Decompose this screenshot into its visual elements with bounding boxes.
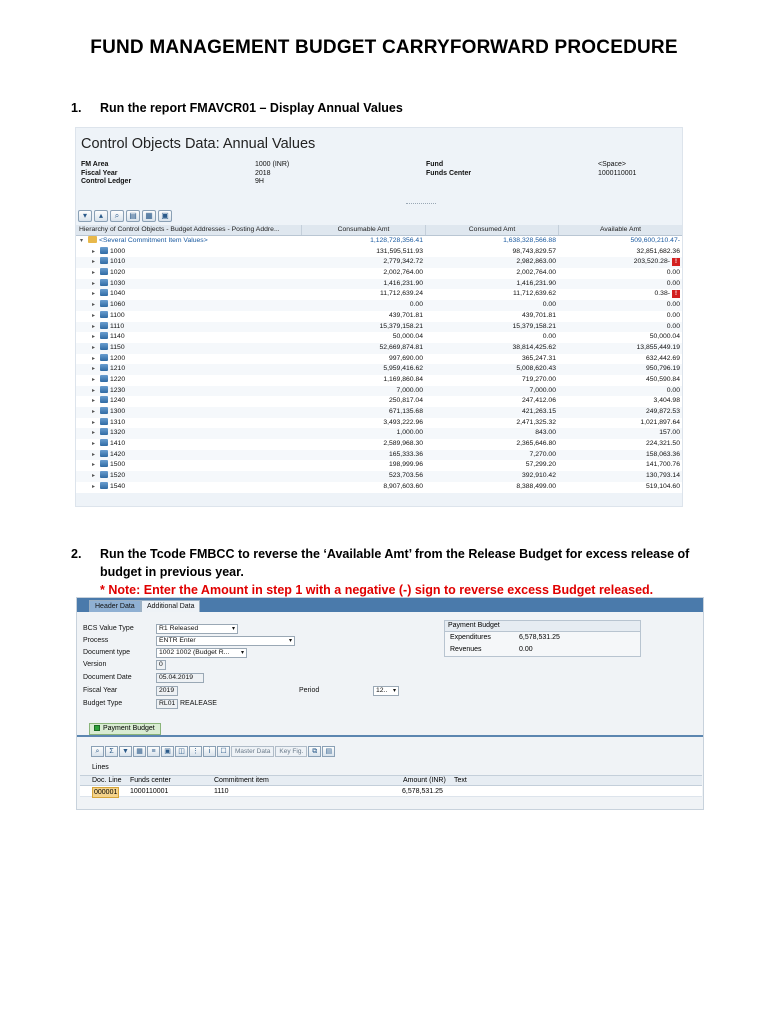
cell-consumable: 1,416,231.90: [383, 279, 423, 287]
funds-center-cell[interactable]: 1000110001: [130, 788, 169, 795]
layout-icon[interactable]: ▣: [158, 210, 172, 222]
cell-available: 224,321.50: [645, 440, 680, 448]
chevron-down-icon: ▾: [288, 638, 292, 644]
table-row[interactable]: [76, 247, 683, 258]
cell-consumable: 131,595,511.93: [376, 247, 423, 255]
key-figures-button[interactable]: Key Fig.: [275, 746, 307, 757]
table-row[interactable]: [76, 482, 683, 493]
commitment-item-icon: [100, 407, 108, 414]
expand-arrow-icon[interactable]: ▸: [92, 430, 96, 437]
lines-label: Lines: [92, 764, 109, 771]
table-row[interactable]: [76, 407, 683, 418]
green-square-icon: [94, 725, 100, 731]
annual-values-grid: [76, 225, 683, 493]
folder-icon: [88, 236, 97, 243]
expand-arrow-icon[interactable]: ▸: [92, 409, 96, 415]
find-icon[interactable]: ▦: [133, 746, 146, 757]
paste-icon[interactable]: ▤: [322, 746, 335, 757]
expand-arrow-icon[interactable]: ▸: [92, 302, 96, 309]
commitment-item-label: 1520: [110, 472, 126, 480]
meta-left-values: [255, 161, 289, 187]
meta-value: 9H: [255, 178, 264, 185]
commitment-item-label: 1010: [110, 258, 126, 266]
version-field[interactable]: 0: [156, 660, 166, 670]
annual-values-screenshot: [75, 127, 683, 507]
commitment-item-label: 1320: [110, 429, 126, 437]
cell-consumed: 2,365,646.80: [516, 440, 556, 448]
screen-title: Control Objects Data: Annual Values: [81, 136, 316, 152]
cell-consumable: 2,589,968.30: [383, 440, 423, 448]
table-row[interactable]: [76, 460, 683, 471]
expand-arrow-icon[interactable]: ▸: [92, 334, 96, 341]
meta-label: FM Area: [81, 161, 109, 168]
table-row[interactable]: [76, 354, 683, 365]
commitment-item-label: 1000: [110, 247, 126, 255]
cell-consumed: 0.00: [542, 333, 556, 341]
cell-consumed: 719,270.00: [521, 375, 556, 383]
commitment-item-label: 1310: [110, 418, 126, 426]
cell-available: 0.00: [666, 301, 680, 309]
expand-arrow-icon[interactable]: ▸: [92, 462, 96, 469]
document-type-select[interactable]: 1002 1002 (Budget R... ▾: [156, 648, 247, 658]
column-header[interactable]: Hierarchy of Control Objects - Budget Addresses - Posting Addre...: [76, 225, 302, 235]
expand-arrow-icon[interactable]: ▸: [92, 270, 96, 277]
warning-icon: !: [672, 258, 680, 266]
expand-arrow-icon[interactable]: ▸: [92, 312, 96, 319]
commitment-item-label: 1150: [110, 343, 125, 351]
cell-consumable: 5,959,416.62: [383, 365, 423, 373]
cell-consumable: 15,379,158.21: [379, 322, 423, 330]
cell-consumed: 421,263.15: [521, 408, 556, 415]
commitment-item-label: 1300: [110, 408, 126, 415]
commitment-item-label: 1060: [110, 301, 126, 309]
step-text: Run the Tcode FMBCC to reverse the ‘Available Amt’ from the Release Budget for excess release of: [100, 547, 690, 561]
commitment-item-label: 1420: [110, 450, 126, 458]
cell-available: 203,520.28- !: [559, 257, 683, 268]
meta-value: 1000 (INR): [255, 161, 290, 168]
cell-consumable: 1,000.00: [396, 429, 423, 437]
cell-consumed: 365,247.31: [521, 354, 556, 362]
details-icon[interactable]: ⌕: [91, 746, 104, 757]
cell-available: 0.00: [666, 322, 680, 330]
cell-consumed: 7,000.00: [529, 386, 556, 394]
expand-arrow-icon[interactable]: ▸: [92, 291, 96, 298]
cell-consumed: 8,388,499.00: [516, 482, 556, 490]
commitment-item-icon: [100, 322, 108, 329]
commitment-item-icon: [100, 471, 108, 478]
commitment-item-icon: [100, 311, 108, 318]
cell-available: 450,590.84: [645, 375, 680, 383]
document-title: FUND MANAGEMENT BUDGET CARRYFORWARD PROCEDURE: [90, 37, 678, 58]
meta-label: Fund: [426, 161, 444, 168]
commitment-item-icon: [100, 428, 108, 435]
cell-available: 157.00: [659, 429, 680, 437]
commitment-item-label: 1220: [110, 375, 126, 383]
budget-type-field[interactable]: RL01: [156, 699, 178, 709]
step-text: Run the report FMAVCR01 – Display Annual Values: [100, 101, 403, 115]
cell-available: 519,104.60: [645, 482, 680, 490]
cell-available: 158,063.36: [645, 450, 680, 458]
cell-consumable: 3,493,222.96: [383, 418, 423, 426]
table-row[interactable]: [76, 418, 683, 429]
cell-consumable: 671,135.68: [388, 408, 423, 415]
commitment-item-icon: [100, 300, 108, 307]
commitment-item-label: 1210: [110, 365, 126, 373]
column-header[interactable]: Commitment item: [214, 777, 269, 784]
commitment-item-label: 1020: [110, 269, 126, 277]
commitment-item-icon: [100, 289, 108, 296]
table-row[interactable]: [76, 439, 683, 450]
info-icon[interactable]: i: [203, 746, 216, 757]
expand-arrow-icon[interactable]: ▸: [92, 483, 96, 490]
bcs-value-type-select[interactable]: R1 Released ▾: [156, 624, 238, 634]
table-row[interactable]: [76, 375, 683, 386]
tab-payment-budget[interactable]: Payment Budget: [89, 723, 161, 735]
commitment-item-label: 1200: [110, 354, 126, 362]
panel-value: 0.00: [519, 646, 533, 653]
cell-consumable: 997,690.00: [388, 354, 423, 362]
commitment-item-icon: [100, 482, 108, 489]
row-label: <Several Commitment Item Values>: [99, 237, 208, 244]
cell-available: 0.00: [666, 311, 680, 319]
commitment-item-cell[interactable]: 1110: [214, 788, 229, 795]
cell-consumed: 15,379,158.21: [512, 322, 556, 330]
table-row[interactable]: [76, 322, 683, 333]
column-header[interactable]: Doc. Line: [92, 777, 122, 784]
step-2: [71, 545, 711, 599]
lines-header: [80, 775, 702, 786]
export-icon[interactable]: ▦: [142, 210, 156, 222]
expand-arrow-icon[interactable]: ▸: [92, 419, 96, 426]
cell-consumed: 2,982,863.00: [516, 258, 556, 266]
expand-arrow-icon[interactable]: ▸: [92, 451, 96, 458]
column-header[interactable]: Funds center: [130, 777, 171, 784]
cell-consumable: 11,712,639.24: [380, 290, 423, 298]
field-label: Document Date: [83, 674, 132, 681]
excel-icon[interactable]: ▣: [161, 746, 174, 757]
master-data-button[interactable]: Master Data: [231, 746, 274, 757]
column-header[interactable]: Available Amt: [559, 225, 683, 235]
cell-available: 130,793.14: [645, 472, 680, 480]
field-label: Fiscal Year: [83, 687, 118, 694]
step-text-continued: budget in previous year.: [100, 565, 244, 579]
fmbcc-screenshot: [76, 597, 704, 810]
lines-toolbar: [91, 746, 335, 757]
commitment-item-icon: [100, 364, 108, 371]
collapse-icon[interactable]: ▴: [94, 210, 108, 222]
table-row[interactable]: [76, 268, 683, 279]
meta-value: 2018: [255, 169, 271, 177]
expand-arrow-icon[interactable]: ▸: [92, 344, 96, 351]
cell-available: 0.00: [666, 386, 680, 394]
cell-available: 1,021,897.64: [640, 418, 680, 426]
grid-rows: [76, 247, 683, 493]
column-header[interactable]: Amount (INR): [403, 777, 446, 784]
amount-cell[interactable]: 6,578,531.25: [402, 788, 443, 795]
chevron-down-icon: ▾: [392, 688, 396, 694]
table-row[interactable]: [76, 311, 683, 322]
commitment-item-icon: [100, 354, 108, 361]
commitment-item-icon: [100, 375, 108, 382]
meta-value: <Space>: [598, 161, 627, 168]
commitment-item-icon: [100, 247, 108, 254]
tab-additional-data[interactable]: Additional Data: [141, 600, 200, 612]
divider: [77, 735, 704, 737]
step-number: 2.: [71, 547, 82, 561]
alv-toolbar: [78, 210, 172, 223]
commitment-item-icon: [100, 257, 108, 264]
table-row[interactable]: [76, 364, 683, 375]
cell-available: 0.00: [666, 269, 680, 277]
table-row[interactable]: [76, 343, 683, 354]
cell-consumed: 247,412.06: [521, 397, 556, 405]
cell-available: 32,851,682.36: [636, 247, 680, 255]
expand-arrow-icon[interactable]: ▸: [92, 323, 96, 330]
commitment-item-icon: [100, 439, 108, 446]
tab-header-data[interactable]: Header Data: [89, 600, 141, 612]
cell-consumed: 2,471,325.32: [516, 418, 556, 426]
table-row[interactable]: [76, 386, 683, 397]
cell-consumed: 2,002,764.00: [516, 269, 556, 277]
cell-consumable: 52,669,874.81: [379, 343, 423, 351]
column-header[interactable]: Text: [454, 777, 467, 784]
tab-strip: [77, 598, 704, 612]
table-row[interactable]: [76, 300, 683, 311]
cell-consumable: 1,128,728,356.41: [370, 237, 423, 244]
cell-consumable: 0.00: [409, 301, 423, 309]
fiscal-year-field[interactable]: 2019: [156, 686, 178, 696]
table-row[interactable]: [76, 279, 683, 290]
cell-consumable: 7,000.00: [396, 386, 423, 394]
payment-budget-panel: [444, 620, 641, 657]
cell-available: 950,796.19: [645, 365, 680, 373]
commitment-item-label: 1230: [110, 386, 126, 394]
cell-available: 632,442.69: [645, 354, 680, 362]
field-label: Budget Type: [83, 700, 123, 707]
meta-right-labels: [426, 161, 471, 178]
meta-label: Control Ledger: [81, 178, 132, 185]
meta-left-labels: [81, 161, 131, 187]
warning-icon: !: [672, 290, 680, 298]
commitment-item-icon: [100, 268, 108, 275]
collapse-arrow-icon[interactable]: ▾: [80, 238, 84, 244]
cell-available: 249,872.53: [645, 408, 680, 415]
table-row[interactable]: [76, 332, 683, 343]
column-header[interactable]: Consumable Amt: [302, 225, 426, 235]
chevron-down-icon: ▾: [240, 650, 244, 656]
expand-arrow-icon[interactable]: ▸: [92, 473, 96, 480]
grid-header: [76, 225, 683, 236]
cell-available: 0.38- !: [559, 289, 683, 300]
cell-consumed: 11,712,639.62: [513, 290, 556, 298]
cell-consumed: 843.00: [535, 429, 556, 437]
select-all-icon[interactable]: ☐: [217, 746, 230, 757]
commitment-item-label: 1500: [110, 461, 126, 469]
cell-consumed: 0.00: [542, 301, 556, 309]
commitment-item-label: 1540: [110, 482, 126, 490]
commitment-item-icon: [100, 343, 108, 350]
expand-arrow-icon[interactable]: ▸: [92, 355, 96, 362]
table-row[interactable]: [80, 786, 702, 797]
cell-consumed: 38,814,425.62: [512, 343, 556, 351]
expand-icon[interactable]: ▾: [78, 210, 92, 222]
expand-arrow-icon[interactable]: ▸: [92, 259, 96, 266]
doc-line-cell[interactable]: 000001: [94, 789, 118, 796]
cell-consumed: 1,638,328,566.88: [503, 237, 556, 244]
cell-consumed: 7,270.00: [529, 450, 556, 458]
cell-available: 141,700.76: [645, 461, 680, 469]
expand-arrow-icon[interactable]: ▸: [92, 387, 96, 394]
commitment-item-icon: [100, 332, 108, 339]
period-select[interactable]: 12.. ▾: [373, 686, 399, 696]
commitment-item-icon: [100, 279, 108, 286]
column-header[interactable]: Consumed Amt: [426, 225, 559, 235]
panel-label: Expenditures: [450, 634, 491, 641]
commitment-item-icon: [100, 386, 108, 393]
cell-consumable: 1,169,860.84: [383, 375, 423, 383]
expand-arrow-icon[interactable]: ▸: [92, 398, 96, 405]
commitment-item-label: 1240: [110, 397, 126, 405]
cell-consumable: 523,703.56: [388, 472, 423, 480]
cell-consumable: 50,000.04: [392, 333, 423, 341]
cell-consumed: 5,008,620.43: [516, 365, 556, 373]
expand-arrow-icon[interactable]: ▸: [92, 366, 96, 373]
cell-consumable: 439,701.81: [388, 311, 423, 319]
commitment-item-label: 1040: [110, 290, 126, 298]
commitment-item-label: 1410: [110, 440, 126, 448]
cell-consumed: 439,701.81: [521, 311, 556, 319]
expand-arrow-icon[interactable]: ▸: [92, 441, 96, 448]
cell-consumable: 2,002,764.00: [383, 269, 423, 277]
cell-available: 0.00: [666, 279, 680, 287]
field-label: Process: [83, 637, 109, 644]
panel-value: 6,578,531.25: [519, 634, 560, 641]
sort-icon[interactable]: ≡: [147, 746, 160, 757]
cell-consumable: 198,999.96: [388, 461, 423, 469]
panel-title: Payment Budget: [445, 621, 640, 632]
panel-label: Revenues: [450, 646, 482, 653]
table-row[interactable]: [76, 450, 683, 461]
commitment-item-icon: [100, 396, 108, 403]
table-row[interactable]: [76, 396, 683, 407]
commitment-item-label: 1030: [110, 279, 126, 287]
find-icon[interactable]: ⌕: [110, 210, 124, 222]
sum-icon[interactable]: Σ: [105, 746, 118, 757]
cell-available: 50,000.04: [649, 333, 680, 341]
divider: [406, 203, 436, 207]
table-row[interactable]: [76, 257, 683, 268]
table-row[interactable]: [76, 428, 683, 439]
cell-available: 13,855,449.19: [636, 343, 680, 351]
cell-consumed: 392,910.42: [521, 472, 556, 480]
cell-consumable: 250,817.04: [388, 397, 423, 405]
cell-available: 3,404.98: [653, 397, 680, 405]
step-number: 1.: [71, 101, 82, 115]
commitment-item-icon: [100, 450, 108, 457]
step-note: * Note: Enter the Amount in step 1 with a negative (-) sign to reverse excess Budget released.: [100, 583, 654, 597]
copy-icon[interactable]: ⧉: [308, 746, 321, 757]
budget-type-text: REALEASE: [180, 700, 217, 707]
process-select[interactable]: ENTR Enter ▾: [156, 636, 295, 646]
step-1: [71, 99, 403, 117]
table-row[interactable]: [76, 471, 683, 482]
field-label: Version: [83, 661, 107, 668]
table-row[interactable]: [76, 289, 683, 300]
cell-consumable: 165,333.36: [388, 450, 423, 458]
cell-consumed: 1,416,231.90: [516, 279, 556, 287]
field-label: BCS Value Type: [83, 625, 134, 632]
commitment-item-label: 1100: [110, 311, 125, 319]
filter-icon[interactable]: ▼: [119, 746, 132, 757]
meta-label: Funds Center: [426, 169, 472, 177]
document-date-field[interactable]: 05.04.2019: [156, 673, 204, 683]
meta-value: 1000110001: [598, 169, 637, 177]
print-icon[interactable]: ▤: [126, 210, 140, 222]
meta-label: Fiscal Year: [81, 169, 118, 177]
layout-icon[interactable]: ◫: [175, 746, 188, 757]
meta-right-values: [598, 161, 636, 178]
field-label: Document type: [83, 649, 131, 656]
expand-arrow-icon[interactable]: ▸: [92, 248, 96, 255]
commitment-item-label: 1110: [110, 322, 125, 330]
grid-row-root[interactable]: [76, 236, 683, 247]
expand-arrow-icon[interactable]: ▸: [92, 280, 96, 287]
cell-available: 509,600,210.47-: [630, 237, 680, 244]
commitment-item-label: 1140: [110, 333, 125, 341]
chevron-down-icon: ▾: [231, 626, 235, 632]
cell-consumed: 98,743,829.57: [512, 247, 556, 255]
cell-consumable: 8,907,603.60: [383, 482, 423, 490]
commitment-item-icon: [100, 460, 108, 467]
commitment-item-icon: [100, 418, 108, 425]
cell-consumed: 57,299.20: [525, 461, 556, 469]
expand-arrow-icon[interactable]: ▸: [92, 376, 96, 383]
cell-consumable: 2,779,342.72: [383, 258, 423, 266]
columns-icon[interactable]: ⋮: [189, 746, 202, 757]
period-label: Period: [299, 687, 320, 694]
